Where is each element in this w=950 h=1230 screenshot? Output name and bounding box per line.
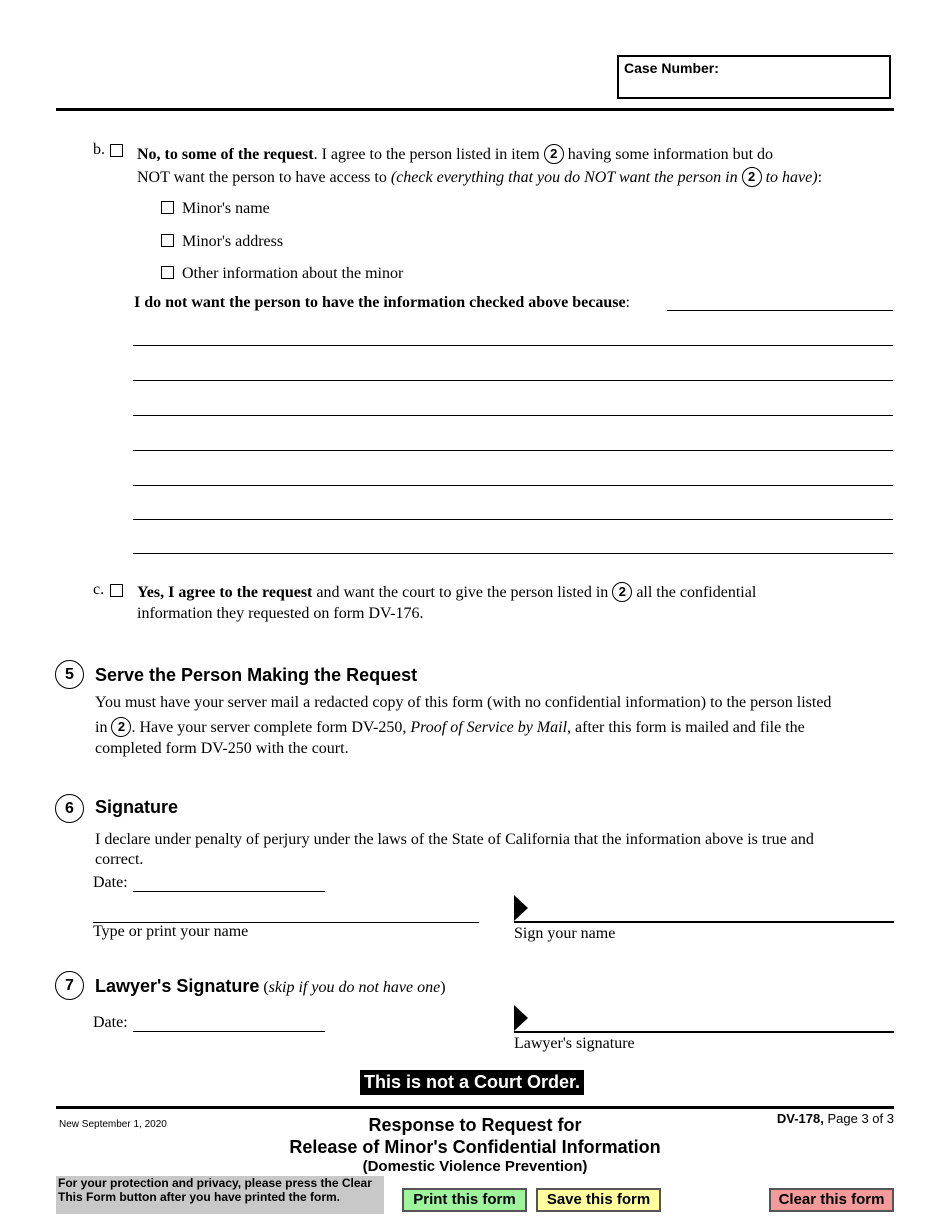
item-c-letter: c.	[93, 581, 105, 598]
section-7-number: 7	[55, 971, 84, 1000]
section-6-date-field[interactable]	[133, 891, 325, 892]
reason-line[interactable]	[133, 380, 893, 381]
item-b-checkbox[interactable]	[110, 144, 123, 157]
form-title-line-3: (Domestic Violence Prevention)	[362, 1158, 588, 1175]
section-5-line-2: in 2 . Have your server complete form DV-250, Proof of Service by Mail, after this form is mailed and file the	[95, 719, 805, 736]
reason-line[interactable]	[667, 310, 893, 311]
revision-date: New September 1, 2020	[59, 1119, 167, 1130]
reason-label: I do not want the person to have the information checked above because:	[134, 294, 630, 311]
section-6-number: 6	[55, 794, 84, 823]
section-7-title: Lawyer's Signature	[95, 976, 260, 996]
lawyer-signature-field[interactable]	[514, 1031, 894, 1033]
reason-line[interactable]	[133, 415, 893, 416]
section-7-title-row: Lawyer's Signature (skip if you do not have one)	[95, 976, 446, 996]
section-5-number: 5	[55, 660, 84, 689]
item-ref-2: 2	[544, 144, 564, 164]
item-b-line-2: NOT want the person to have access to (check everything that you do NOT want the person in 2 to have):	[137, 169, 823, 186]
option-checkbox[interactable]	[161, 201, 174, 214]
clear-form-button[interactable]: Clear this form	[769, 1188, 894, 1212]
option-minors-name: Minor's name	[161, 200, 270, 218]
option-checkbox[interactable]	[161, 266, 174, 279]
signature-caption: Sign your name	[514, 925, 616, 942]
lawyer-sign-arrow-icon	[514, 1005, 528, 1031]
privacy-notice: For your protection and privacy, please press the Clear This Form button after you have printed the form.	[56, 1176, 384, 1214]
item-c-bold: Yes, I agree to the request	[137, 584, 313, 601]
section-6-title: Signature	[95, 797, 179, 817]
section-6-line-2: correct.	[95, 851, 144, 868]
item-ref-2: 2	[742, 167, 762, 187]
section-7-date-label: Date:	[93, 1014, 128, 1031]
section-5-line-1: You must have your server mail a redacted copy of this form (with no confidential information) to the person listed	[95, 694, 832, 711]
item-c-checkbox[interactable]	[110, 584, 123, 597]
sign-arrow-icon	[514, 895, 528, 921]
reason-line[interactable]	[133, 519, 893, 520]
section-7-date-field[interactable]	[133, 1031, 325, 1032]
print-form-button[interactable]: Print this form	[402, 1188, 527, 1212]
item-b-letter: b.	[93, 141, 105, 158]
option-minors-address: Minor's address	[161, 233, 283, 251]
item-c-line-2: information they requested on form DV-176.	[137, 605, 424, 622]
case-number-box[interactable]	[617, 55, 891, 99]
case-number-label: Case Number:	[624, 60, 719, 76]
not-court-order-banner: This is not a Court Order.	[360, 1070, 584, 1095]
footer-rule	[56, 1106, 894, 1109]
lawyer-signature-caption: Lawyer's signature	[514, 1035, 635, 1052]
form-title	[250, 1114, 700, 1176]
header-rule	[56, 108, 894, 111]
save-form-button[interactable]: Save this form	[536, 1188, 661, 1212]
reason-line[interactable]	[133, 553, 893, 554]
item-b-line-1: No, to some of the request. I agree to the person listed in item 2 having some information but do	[137, 146, 774, 163]
reason-line[interactable]	[133, 450, 893, 451]
section-7-note: skip if you do not have one	[268, 979, 441, 996]
item-ref-2: 2	[111, 717, 131, 737]
reason-line[interactable]	[133, 345, 893, 346]
item-ref-2: 2	[612, 582, 632, 602]
signature-field[interactable]	[514, 921, 894, 923]
printed-name-caption: Type or print your name	[93, 923, 249, 940]
section-6-line-1: I declare under penalty of perjury under the laws of the State of California that the information above is true and	[95, 831, 814, 848]
reason-line[interactable]	[133, 485, 893, 486]
option-checkbox[interactable]	[161, 234, 174, 247]
item-c-line-1: Yes, I agree to the request and want the court to give the person listed in 2 all the confidential	[137, 584, 757, 601]
section-5-line-3: completed form DV-250 with the court.	[95, 740, 349, 757]
item-b-bold: No, to some of the request	[137, 146, 314, 163]
section-5-title: Serve the Person Making the Request	[95, 665, 418, 685]
section-6-date-label: Date:	[93, 874, 128, 891]
form-title-line-1: Response to Request for	[368, 1115, 582, 1135]
form-title-line-2: Release of Minor's Confidential Information	[289, 1137, 661, 1157]
option-other-info: Other information about the minor	[161, 265, 403, 283]
form-id: DV-178, Page 3 of 3	[776, 1111, 894, 1126]
